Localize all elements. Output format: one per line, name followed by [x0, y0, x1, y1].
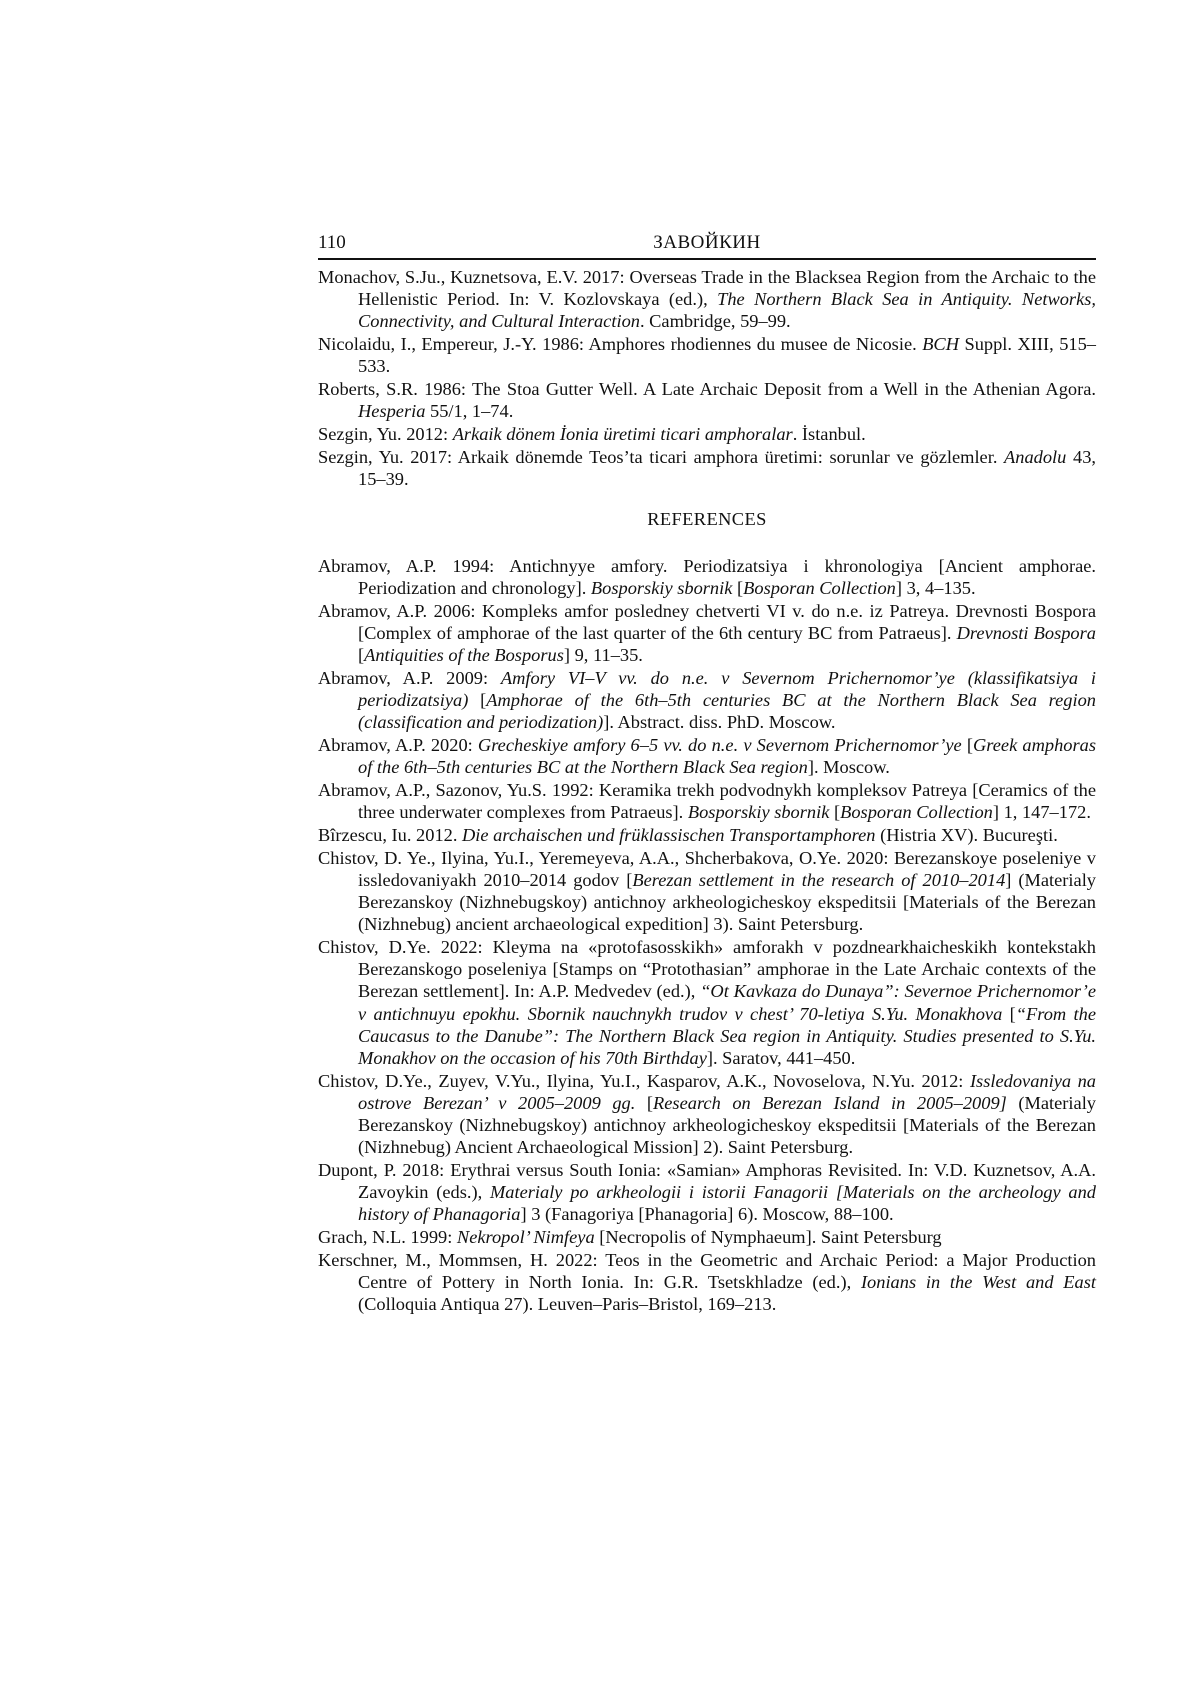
page-number: 110	[318, 232, 346, 253]
reference-title-italic: Arkaik dönem İonia üretimi ticari amphoralar	[452, 423, 793, 444]
reference-title-italic: Issledovaniya na ostrove Berezan’ v 2005–2009 gg.	[358, 1070, 1096, 1113]
reference-text: Abramov, A.P. 2009:	[318, 668, 501, 689]
reference-entry	[318, 1159, 1096, 1226]
reference-title-italic: Antiquities of the Bosporus	[364, 645, 564, 666]
reference-text: ]. Abstract. diss. PhD. Moscow.	[603, 712, 836, 733]
reference-title-italic: Materialy po arkheologii i istorii Fanagorii [Materials on the archeology and history of Phanagoria	[358, 1182, 1096, 1225]
reference-text: ]. Saratov, 441–450.	[706, 1048, 856, 1068]
reference-text: Nicolaidu, I., Empereur, J.-Y. 1986: Amphores rhodiennes du musee de Nicosie.	[318, 334, 923, 355]
running-title: ЗАВОЙКИН	[653, 232, 761, 253]
reference-title-italic: Berezan settlement in the research of 2010–2014	[632, 869, 1006, 890]
reference-title-italic: Amphorae of the 6th–5th centuries BC at the Northern Black Sea region (classification and periodization)	[358, 690, 1096, 733]
reference-text: (Colloquia Antiqua 27). Leuven–Paris–Bristol, 169–213.	[358, 1294, 777, 1315]
reference-text: Suppl. XIII, 515–533.	[358, 334, 1096, 377]
reference-text: Abramov, A.P. 2020:	[318, 735, 478, 756]
reference-text: (Materialy Berezanskoy (Nizhnebugskoy) antichnoy arkheologicheskoy ekspeditsii [Materials of the Berezan (Nizhnebug) Ancient Archaeological Mission] 2). Saint Petersburg.	[358, 1092, 1096, 1158]
reference-text: ] 3 (Fanagoriya [Phanagoria] 6). Moscow, 88–100.	[520, 1204, 894, 1225]
reference-entry	[318, 446, 1096, 490]
reference-text: [	[468, 690, 487, 711]
reference-text: . Cambridge, 59–99.	[639, 311, 791, 332]
reference-text: Sezgin, Yu. 2017: Arkaik dönemde Teos’ta ticari amphora üretimi: sorunlar ve gözlemler.	[318, 446, 1005, 467]
reference-text: ] (Materialy Berezanskoy (Nizhnebugskoy) antichnoy arkheologicheskoy ekspeditsii [Materials of the Berezan (Nizhnebug) ancient archaeological expedition] 3). Saint Petersburg.	[358, 869, 1096, 935]
reference-text: 43, 15–39.	[358, 446, 1096, 489]
reference-entry	[318, 423, 1096, 445]
reference-entry	[318, 667, 1096, 734]
reference-title-italic: Nekropol’ Nimfeya	[456, 1227, 595, 1248]
reference-title-italic: BCH	[922, 334, 959, 355]
reference-text: (Histria XV). Bucureşti.	[875, 824, 1058, 845]
reference-entry	[318, 1070, 1096, 1159]
reference-entry	[318, 555, 1096, 599]
reference-text: . İstanbul.	[792, 423, 866, 444]
reference-text: ] 9, 11–35.	[563, 645, 643, 666]
reference-text: Abramov, A.P., Sazonov, Yu.S. 1992: Keramika trekh podvodnykh kompleksov Patreya [Ceramics of the three underwater complexes from Patraeus].	[318, 780, 1096, 823]
reference-text: ]. Moscow.	[807, 757, 890, 778]
running-header	[318, 232, 1096, 260]
reference-text: Chistov, D. Ye., Ilyina, Yu.I., Yeremeyeva, A.A., Shcherbakova, O.Ye. 2020: Berezanskoye poseleniye v issledovaniyakh 2010–2014 godov [	[318, 847, 1096, 890]
reference-entry	[318, 333, 1096, 377]
reference-text: [Necropolis of Nymphaeum]. Saint Petersburg	[594, 1227, 942, 1248]
bibliography-list	[318, 266, 1096, 490]
page-content	[318, 232, 1096, 1316]
reference-title-italic: Bosporskiy sbornik	[687, 802, 830, 823]
reference-text: ] 1, 147–172.	[992, 802, 1091, 823]
reference-entry	[318, 734, 1096, 778]
reference-title-italic: Research on Berezan Island in 2005–2009]	[653, 1092, 1007, 1113]
reference-title-italic: Drevnosti Bospora	[956, 623, 1096, 644]
reference-title-italic: Bosporan Collection	[840, 802, 993, 823]
reference-entry	[318, 779, 1096, 823]
reference-text: Chistov, D.Ye. 2022: Kleyma na «protofasosskikh» amforakh v pozdnearkhaicheskikh kontekstakh Berezanskogo poseleniya [Stamps on “Protothasian” amphorae in the Late Archaic contexts of the Berezan settlement]. In: A.P. Medvedev (ed.),	[318, 936, 1096, 1002]
reference-text: Sezgin, Yu. 2012:	[318, 423, 453, 444]
reference-text: ] 3, 4–135.	[895, 578, 976, 599]
reference-entry	[318, 600, 1096, 667]
reference-title-italic: Bosporskiy sbornik	[590, 578, 733, 599]
reference-entry	[318, 824, 1096, 846]
reference-title-italic: Greek amphoras of the 6th–5th centuries BC at the Northern Black Sea region	[358, 735, 1096, 778]
reference-text: Dupont, P. 2018: Erythrai versus South Ionia: «Samian» Amphoras Revisited. In: V.D. Kuznetsov, A.A. Zavoykin (eds.),	[318, 1160, 1096, 1203]
reference-entry	[318, 266, 1096, 333]
reference-title-italic: Ionians in the West and East	[860, 1272, 1096, 1293]
reference-title-italic: Amfory VI–V vv. do n.e. v Severnom Prichernomor’ye (klassifikatsiya i periodizatsiya)	[358, 668, 1096, 711]
reference-entry	[318, 378, 1096, 422]
reference-text: Bîrzescu, Iu. 2012.	[318, 824, 463, 845]
reference-text: Chistov, D.Ye., Zuyev, V.Yu., Ilyina, Yu.I., Kasparov, A.K., Novoselova, N.Yu. 2012:	[318, 1070, 970, 1091]
reference-entry	[318, 847, 1096, 936]
reference-title-italic: “Ot Kavkaza do Dunaya”: Severnoe Prichernomor’e v antichnuyu epokhu. Sbornik nauchnykh trudov v chest’ 70-letiya S.Yu. Monakhova	[358, 981, 1096, 1024]
reference-title-italic: Die archaischen und früklassischen Transportamphoren	[462, 824, 876, 845]
reference-text: Abramov, A.P. 2006: Kompleks amfor posledney chetverti VI v. do n.e. iz Patreya. Drevnosti Bospora [Complex of amphorae of the last quarter of the 6th century BC from Patraeus].	[318, 600, 1096, 644]
reference-text: [	[358, 645, 365, 666]
reference-title-italic: “From the Caucasus to the Danube”: The Northern Black Sea region in Antiquity. Studies presented to S.Yu. Monakhov on the occasion of his 70th Birthday	[358, 1003, 1096, 1068]
references-list	[318, 555, 1096, 1315]
references-heading: REFERENCES	[647, 509, 767, 530]
reference-title-italic: Anadolu	[1004, 446, 1067, 467]
reference-title-italic: The Northern Black Sea in Antiquity. Networks, Connectivity, and Cultural Interaction	[358, 289, 1096, 332]
reference-text: [	[1002, 1003, 1016, 1024]
reference-text: [	[732, 578, 744, 599]
reference-text: [	[635, 1092, 654, 1113]
reference-title-italic: Bosporan Collection	[743, 578, 896, 599]
reference-title-italic: Hesperia	[358, 401, 426, 422]
reference-text: Monachov, S.Ju., Kuznetsova, E.V. 2017: Overseas Trade in the Blacksea Region from the Archaic to the Hellenistic Period. In: V. Kozlovskaya (ed.),	[318, 267, 1096, 310]
reference-text: Roberts, S.R. 1986: The Stoa Gutter Well. A Late Archaic Deposit from a Well in the Athenian Agora.	[318, 379, 1096, 400]
reference-text: [	[961, 735, 973, 756]
reference-text: Kerschner, M., Mommsen, H. 2022: Teos in the Geometric and Archaic Period: a Major Production Centre of Pottery in North Ionia. In: G.R. Tsetskhladze (ed.),	[318, 1249, 1096, 1293]
reference-entry	[318, 1249, 1096, 1316]
reference-text: [	[829, 802, 841, 823]
reference-title-italic: Grecheskiye amfory 6–5 vv. do n.e. v Severnom Prichernomor’ye	[477, 735, 962, 756]
reference-text: Abramov, A.P. 1994: Antichnyye amfory. Periodizatsiya i khronologiya [Ancient amphorae. Periodization and chronology].	[318, 556, 1096, 599]
reference-entry	[318, 936, 1096, 1069]
reference-entry	[318, 1226, 1096, 1248]
reference-text: Grach, N.L. 1999:	[318, 1227, 457, 1248]
reference-text: 55/1, 1–74.	[425, 401, 514, 422]
